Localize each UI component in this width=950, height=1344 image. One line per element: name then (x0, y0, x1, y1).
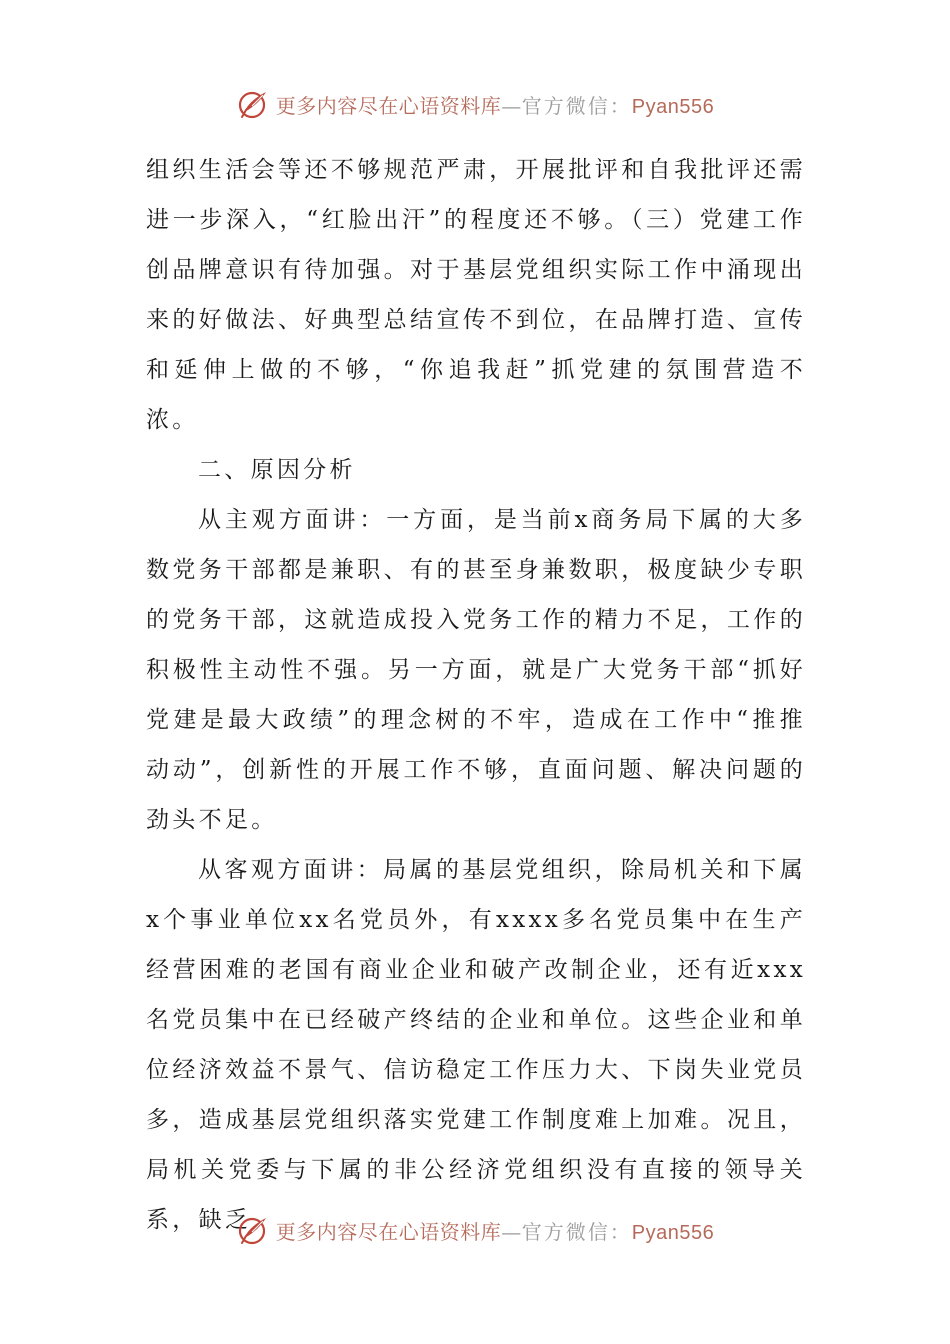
banner-dash: — (501, 1219, 522, 1244)
banner-text (276, 90, 714, 119)
banner-text (276, 1216, 714, 1245)
banner-dash: — (501, 93, 522, 118)
quill-pen-logo-icon (236, 86, 272, 122)
header-banner (0, 84, 950, 124)
banner-wechat-label: 官方微信： (521, 93, 632, 118)
banner-wechat-label: 官方微信： (521, 1219, 632, 1244)
paragraph-3: 从客观方面讲：局属的基层党组织，除局机关和下属x个事业单位xx名党员外，有xxxx多名党员集中在生产经营困难的老国有商业企业和破产改制企业，还有近xxx名党员集中在已经破产终结的企业和单位。这些企业和单位经济效益不景气、信访稳定工作压力大、下岗失业党员多，造成基层党组织落实党建工作制度难上加难。况且，局机关党委与下属的非公经济党组织没有直接的领导关系，缺乏 (146, 857, 806, 1233)
quill-pen-logo-icon (236, 1212, 272, 1248)
banner-main-text: 更多内容尽在心语资料库 (275, 1219, 502, 1244)
document-body (146, 145, 806, 1245)
banner-wechat-id: Pyan556 (631, 1221, 715, 1244)
banner-wechat-id: Pyan556 (631, 95, 715, 118)
footer-banner (0, 1210, 950, 1250)
paragraph-1: 组织生活会等还不够规范严肃，开展批评和自我批评还需进一步深入，“红脸出汗”的程度还不够。（三）党建工作创品牌意识有待加强。对于基层党组织实际工作中涌现出来的好做法、好典型总结宣传不到位，在品牌打造、宣传和延伸上做的不够，“你追我赶”抓党建的氛围营造不浓。 (146, 157, 806, 433)
section-heading: 二、原因分析 (198, 457, 356, 483)
paragraph-2: 从主观方面讲：一方面，是当前x商务局下属的大多数党务干部都是兼职、有的甚至身兼数职，极度缺少专职的党务干部，这就造成投入党务工作的精力不足，工作的积极性主动性不强。另一方面，就是广大党务干部“抓好党建是最大政绩”的理念树的不牢，造成在工作中“推推动动”，创新性的开展工作不够，直面问题、解决问题的劲头不足。 (146, 507, 806, 833)
banner-main-text: 更多内容尽在心语资料库 (275, 93, 502, 118)
